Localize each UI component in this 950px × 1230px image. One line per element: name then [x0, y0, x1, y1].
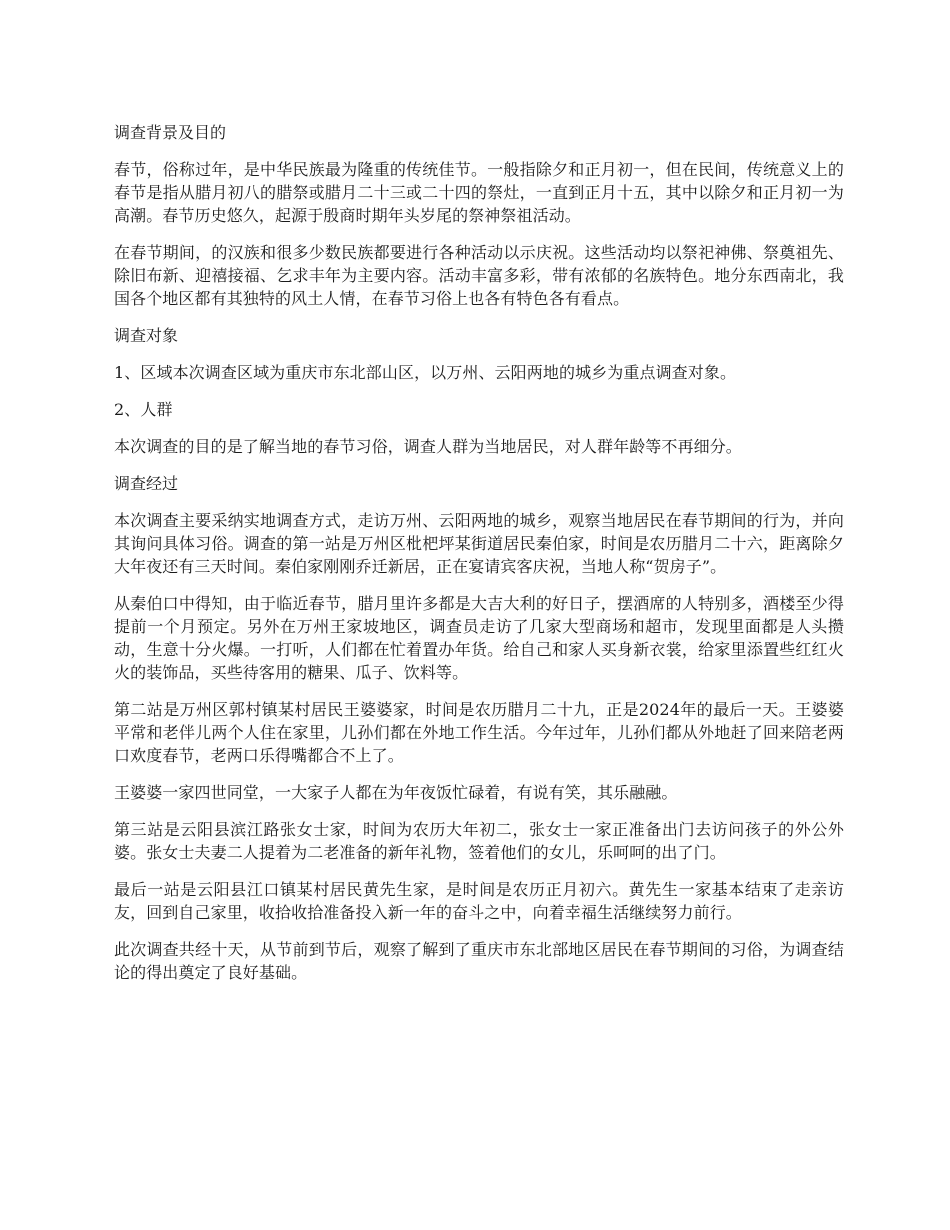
section-heading-process: 调查经过	[114, 474, 179, 493]
paragraph-survey-population-label: 2、人群	[114, 400, 173, 419]
section-heading-subjects: 调查对象	[114, 326, 179, 345]
document-body	[114, 121, 844, 998]
paragraph-family-gathering: 王婆婆一家四世同堂，一大家子人都在为年夜饭忙碌着，有说有笑，其乐融融。	[114, 783, 678, 802]
paragraph-first-stop: 本次调查主要采纳实地调查方式，走访万州、云阳两地的城乡，观察当地居民在春节期间的行为，并向其询问具体习俗。调查的第一站是万州区枇杷坪某街道居民秦伯家，时间是农历腊月二十六，距离除夕大年夜还有三天时间。秦伯家刚刚乔迁新居，正在宴请宾客庆祝，当地人称“贺房子”。	[114, 511, 844, 576]
section-heading-background: 调查背景及目的	[114, 123, 227, 142]
paragraph-third-stop: 第三站是云阳县滨江路张女士家，时间为农历大年初二，张女士一家正准备出门去访问孩子的外公外婆。张女士夫妻二人提着为二老准备的新年礼物，签着他们的女儿，乐呵呵的出了门。	[114, 820, 844, 862]
paragraph-festival-activities: 在春节期间，的汉族和很多少数民族都要进行各种活动以示庆祝。这些活动均以祭祀神佛、祭奠祖先、除旧布新、迎禧接福、乞求丰年为主要内容。活动丰富多彩，带有浓郁的名族特色。地分东西南北，我国各个地区都有其独特的风土人情，在春节习俗上也各有特色各有看点。	[114, 243, 844, 308]
paragraph-market-visit: 从秦伯口中得知，由于临近春节，腊月里许多都是大吉大利的好日子，摆酒席的人特别多，酒楼至少得提前一个月预定。另外在万州王家坡地区，调查员走访了几家大型商场和超市，发现里面都是人头攒动，生意十分火爆。一打听，人们都在忙着置办年货。给自己和家人买身新衣裳，给家里添置些红红火火的装饰品，买些待客用的糖果、瓜子、饮料等。	[114, 594, 844, 682]
paragraph-spring-festival-intro: 春节，俗称过年，是中华民族最为隆重的传统佳节。一般指除夕和正月初一，但在民间，传统意义上的春节是指从腊月初八的腊祭或腊月二十三或二十四的祭灶，一直到正月十五，其中以除夕和正月初一为高潮。春节历史悠久，起源于殷商时期年头岁尾的祭神祭祖活动。	[114, 160, 844, 225]
paragraph-summary: 此次调查共经十天，从节前到节后，观察了解到了重庆市东北部地区居民在春节期间的习俗，为调查结论的得出奠定了良好基础。	[114, 940, 844, 982]
paragraph-second-stop: 第二站是万州区郭村镇某村居民王婆婆家，时间是农历腊月二十九，正是2024年的最后一天。王婆婆平常和老伴儿两个人住在家里，儿孙们都在外地工作生活。今年过年，儿孙们都从外地赶了回来陪老两口欢度春节，老两口乐得嘴都合不上了。	[114, 700, 844, 765]
paragraph-last-stop: 最后一站是云阳县江口镇某村居民黄先生家，是时间是农历正月初六。黄先生一家基本结束了走亲访友，回到自己家里，收拾收拾准备投入新一年的奋斗之中，向着幸福生活继续努力前行。	[114, 880, 844, 922]
paragraph-survey-population: 本次调查的目的是了解当地的春节习俗，调查人群为当地居民，对人群年龄等不再细分。	[114, 437, 742, 456]
paragraph-survey-region: 1、区域本次调查区域为重庆市东北部山区，以万州、云阳两地的城乡为重点调查对象。	[114, 363, 737, 382]
